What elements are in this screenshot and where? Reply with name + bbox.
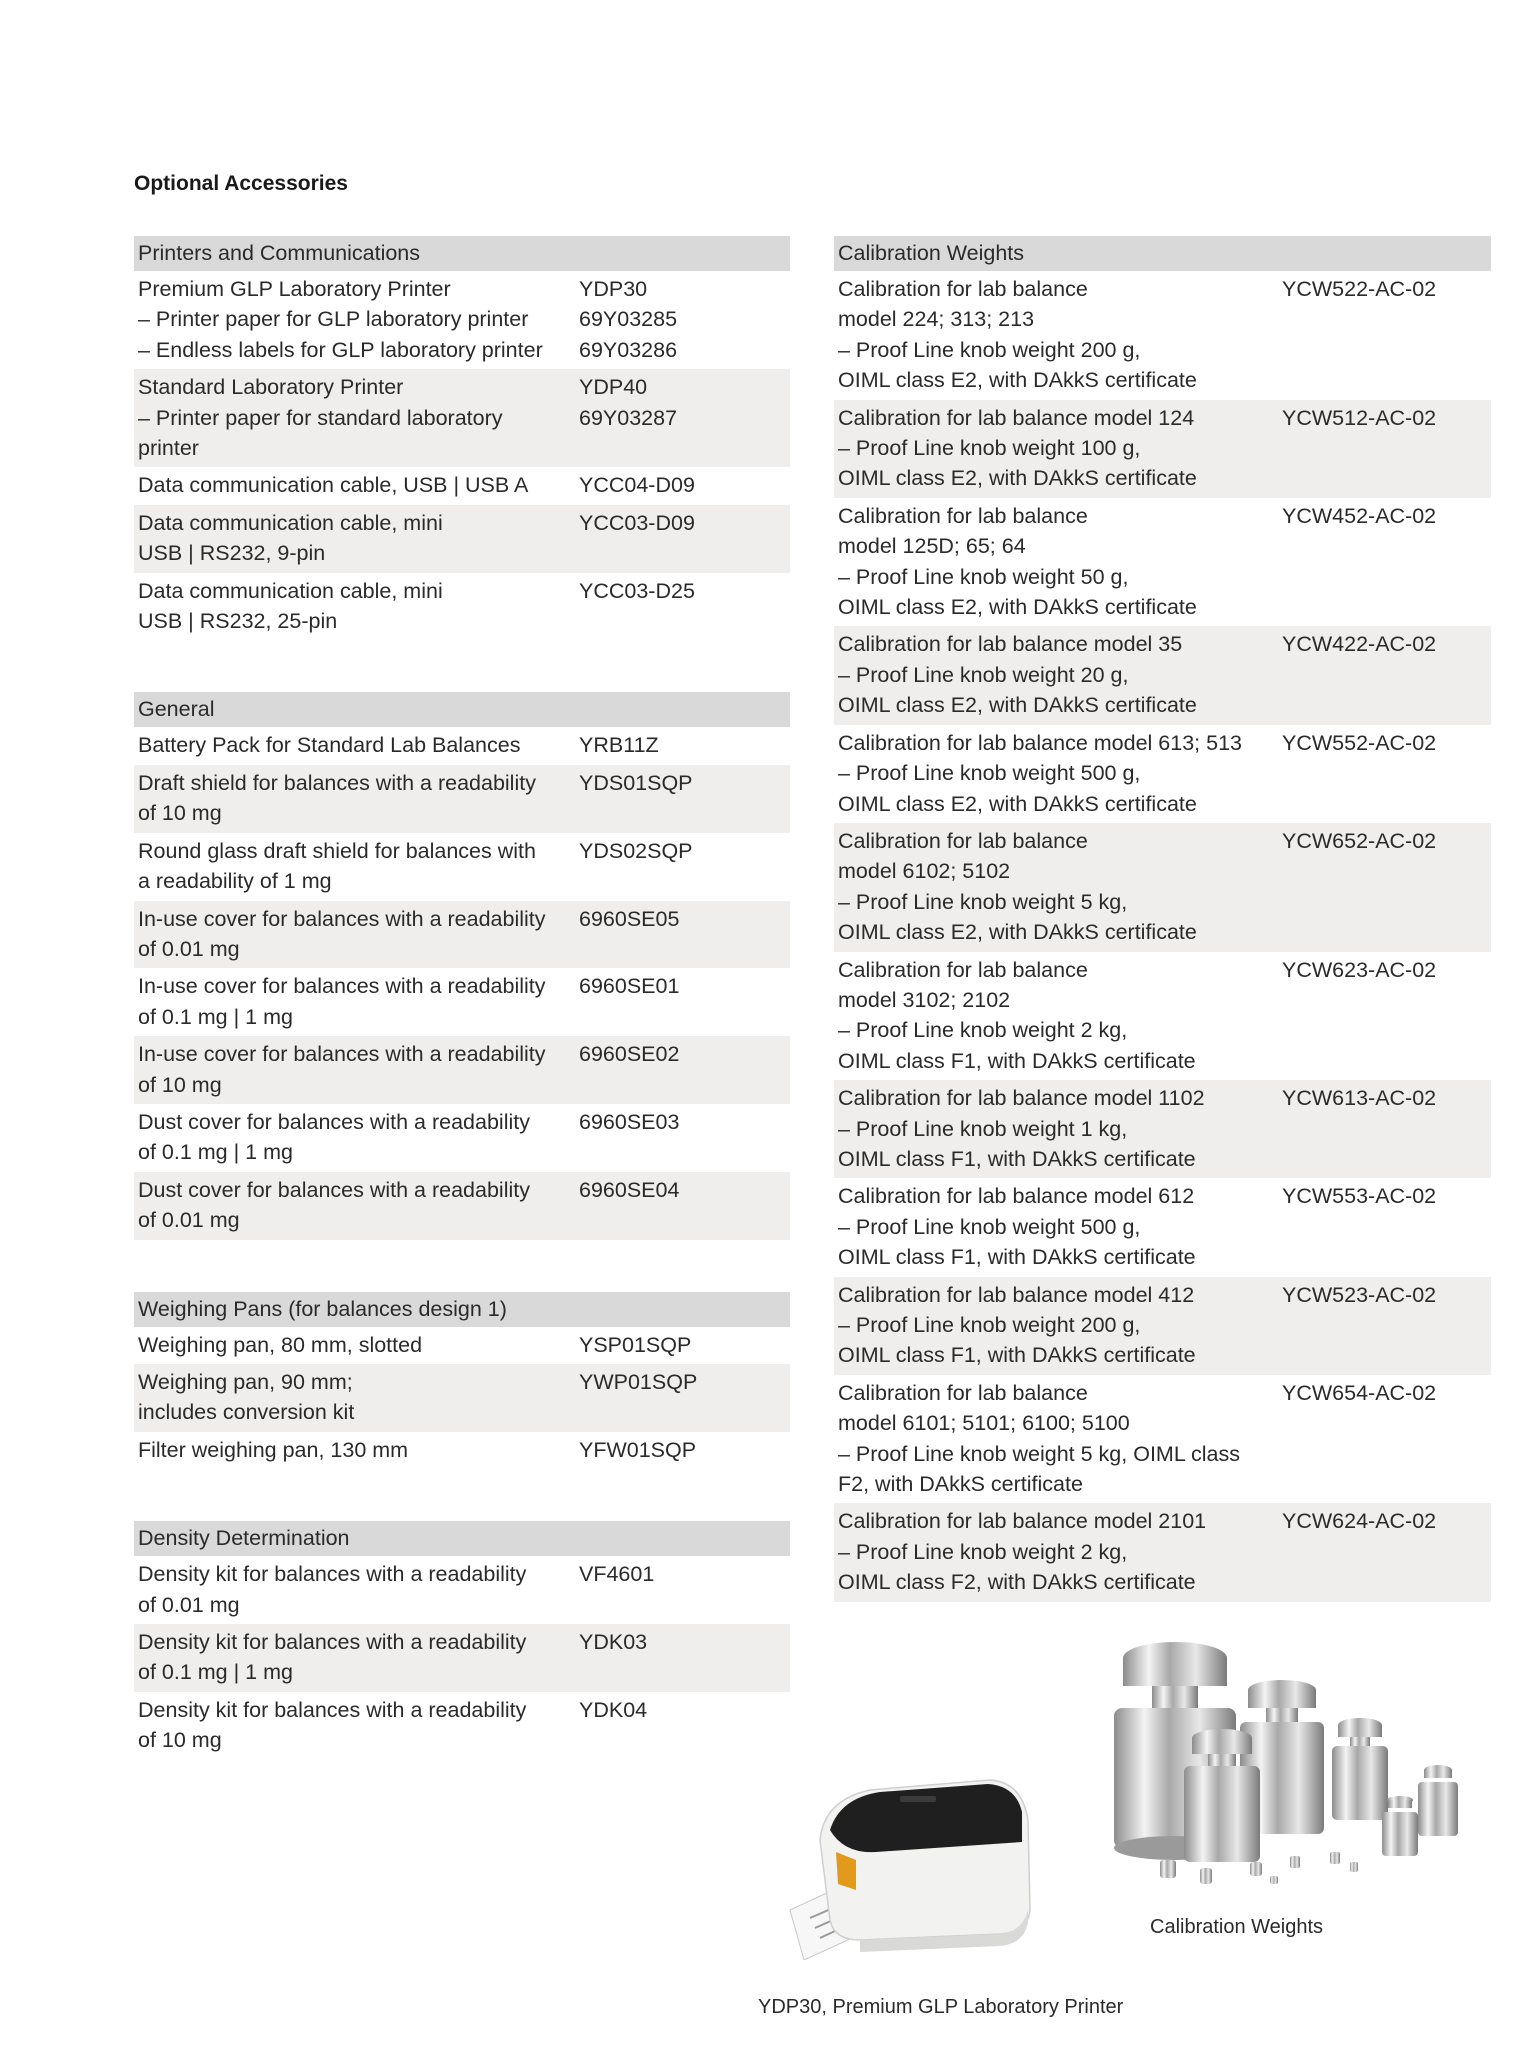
table-row <box>134 505 790 573</box>
description-line: OIML class E2, with DAkkS certificate <box>838 791 1197 816</box>
description-line: a readability of 1 mg <box>138 869 332 894</box>
description-line: Data communication cable, USB | USB A <box>138 473 529 498</box>
section-density-determination <box>134 1521 790 1759</box>
order-number-line <box>1282 887 1491 917</box>
description-line: of 0.1 mg | 1 mg <box>138 1660 293 1685</box>
order-number-line <box>579 1590 790 1620</box>
description-line: of 0.1 mg | 1 mg <box>138 1004 293 1029</box>
table-row <box>134 467 790 504</box>
item-description <box>138 904 579 965</box>
item-order-number <box>579 576 790 637</box>
order-number-line <box>1282 531 1491 561</box>
description-line: OIML class E2, with DAkkS certificate <box>838 466 1197 491</box>
description-line: of 0.01 mg <box>138 1208 240 1233</box>
description-line: – Proof Line knob weight 1 kg, <box>838 1116 1128 1141</box>
order-number-line <box>1282 985 1491 1015</box>
item-order-number <box>579 1107 790 1168</box>
table-row <box>134 573 790 641</box>
item-description <box>838 403 1282 494</box>
section-header: Printers and Communications <box>134 236 790 271</box>
item-description <box>138 1330 579 1360</box>
order-number-line: 69Y03286 <box>579 337 678 362</box>
item-order-number <box>1282 629 1491 720</box>
description-line: OIML class E2, with DAkkS certificate <box>838 693 1197 718</box>
item-description <box>838 629 1282 720</box>
description-line: USB | RS232, 25-pin <box>138 609 338 634</box>
order-number-line <box>1282 789 1491 819</box>
table-row <box>134 1364 790 1432</box>
item-order-number <box>1282 1083 1491 1174</box>
table-row <box>134 901 790 969</box>
item-description <box>138 971 579 1032</box>
order-number-line: YDP40 <box>579 375 648 400</box>
calibration-weights-caption: Calibration Weights <box>1150 1916 1324 1938</box>
item-description <box>138 730 579 760</box>
order-number-line <box>1282 592 1491 622</box>
table-row <box>834 271 1491 400</box>
description-line: OIML class F1, with DAkkS certificate <box>838 1048 1196 1073</box>
order-number-line <box>579 798 790 828</box>
description-line: Data communication cable, mini <box>138 578 443 603</box>
order-number-line <box>579 934 790 964</box>
item-description <box>138 274 579 365</box>
description-line: Calibration for lab balance model 1102 <box>838 1086 1205 1111</box>
item-order-number <box>579 1367 790 1428</box>
table-row <box>834 498 1491 627</box>
item-description <box>138 1367 579 1428</box>
order-number-line: YCW652-AC-02 <box>1282 828 1437 853</box>
order-number-line: YFW01SQP <box>579 1437 697 1462</box>
table-row <box>134 1692 790 1760</box>
item-order-number <box>1282 955 1491 1077</box>
description-line: In-use cover for balances with a readability <box>138 974 546 999</box>
table-row <box>134 1432 790 1469</box>
section-header: Weighing Pans (for balances design 1) <box>134 1292 790 1327</box>
item-order-number <box>579 971 790 1032</box>
description-line: – Proof Line knob weight 50 g, <box>838 564 1129 589</box>
item-description <box>138 372 579 463</box>
item-description <box>138 1435 579 1465</box>
order-number-line <box>1282 758 1491 788</box>
order-number-line: YCW623-AC-02 <box>1282 957 1437 982</box>
order-number-line <box>1282 1144 1491 1174</box>
order-number-line: YCW523-AC-02 <box>1282 1282 1437 1307</box>
description-line: – Printer paper for standard laboratory <box>138 405 503 430</box>
description-line: In-use cover for balances with a readability <box>138 906 546 931</box>
item-order-number <box>579 904 790 965</box>
description-line: – Endless labels for GLP laboratory printer <box>138 337 543 362</box>
description-line: In-use cover for balances with a readability <box>138 1042 546 1067</box>
order-number-line <box>1282 335 1491 365</box>
item-description <box>838 1506 1282 1597</box>
order-number-line: YRB11Z <box>579 733 659 758</box>
item-description <box>838 955 1282 1077</box>
order-number-line: YDS02SQP <box>579 838 693 863</box>
order-number-line <box>1282 1242 1491 1272</box>
description-line: Density kit for balances with a readability <box>138 1562 527 1587</box>
table-row <box>834 1503 1491 1601</box>
description-line: Calibration for lab balance model 124 <box>838 405 1195 430</box>
description-line: Dust cover for balances with a readability <box>138 1177 530 1202</box>
description-line: Battery Pack for Standard Lab Balances <box>138 733 521 758</box>
order-number-line <box>1282 304 1491 334</box>
item-order-number <box>579 1559 790 1620</box>
section-printers-communications <box>134 236 790 640</box>
table-row <box>134 271 790 369</box>
item-description <box>138 576 579 637</box>
table-row <box>134 727 790 764</box>
order-number-line <box>1282 1408 1491 1438</box>
order-number-line <box>1282 856 1491 886</box>
item-order-number <box>579 1330 790 1360</box>
table-row <box>134 369 790 467</box>
order-number-line: 6960SE03 <box>579 1109 680 1134</box>
order-number-line <box>579 1070 790 1100</box>
order-number-line: YDP30 <box>579 277 648 301</box>
order-number-line <box>1282 1340 1491 1370</box>
description-line: Calibration for lab balance model 2101 <box>838 1509 1207 1534</box>
description-line: of 0.01 mg <box>138 936 240 961</box>
weight-small-2 <box>1418 1765 1458 1836</box>
description-line: Calibration for lab balance <box>838 1380 1088 1405</box>
item-order-number <box>579 1039 790 1100</box>
item-description <box>138 470 579 500</box>
order-number-line: YWP01SQP <box>579 1369 698 1394</box>
order-number-line <box>579 1002 790 1032</box>
item-order-number <box>579 372 790 463</box>
description-line: printer <box>138 436 199 461</box>
order-number-line: VF4601 <box>579 1562 655 1587</box>
order-number-line <box>1282 365 1491 395</box>
item-order-number <box>1282 728 1491 819</box>
description-line: F2, with DAkkS certificate <box>838 1472 1083 1497</box>
description-line: OIML class F1, with DAkkS certificate <box>838 1343 1196 1368</box>
order-number-line: YCW512-AC-02 <box>1282 405 1437 430</box>
item-description <box>838 728 1282 819</box>
table-row <box>134 1036 790 1104</box>
table-row <box>134 1104 790 1172</box>
description-line: Round glass draft shield for balances with <box>138 838 536 863</box>
order-number-line: YCC04-D09 <box>579 473 695 498</box>
table-row <box>834 1178 1491 1276</box>
order-number-line <box>579 538 790 568</box>
item-order-number <box>1282 1506 1491 1597</box>
section-general <box>134 692 790 1239</box>
description-line: Density kit for balances with a readability <box>138 1630 527 1654</box>
order-number-line <box>579 1137 790 1167</box>
item-description <box>838 1378 1282 1500</box>
order-number-line: YCW613-AC-02 <box>1282 1086 1437 1111</box>
description-line: of 0.01 mg <box>138 1592 240 1617</box>
order-number-line: 6960SE05 <box>579 906 680 931</box>
order-number-line: YSP01SQP <box>579 1332 692 1357</box>
order-number-line <box>1282 1046 1491 1076</box>
item-description <box>838 1083 1282 1174</box>
order-number-line <box>1282 433 1491 463</box>
order-number-line <box>1282 463 1491 493</box>
order-number-line: 6960SE01 <box>579 974 680 999</box>
section-calibration-weights <box>834 236 1491 1602</box>
right-column <box>834 236 1491 1654</box>
order-number-line: 6960SE02 <box>579 1042 680 1067</box>
table-row <box>834 400 1491 498</box>
item-description <box>138 1107 579 1168</box>
table-row <box>134 833 790 901</box>
description-line: OIML class F1, with DAkkS certificate <box>838 1146 1196 1171</box>
weight-small-1 <box>1332 1718 1388 1820</box>
order-number-line <box>1282 1439 1491 1469</box>
item-order-number <box>1282 1280 1491 1371</box>
description-line: Weighing pan, 90 mm; <box>138 1369 353 1394</box>
order-number-line <box>579 1205 790 1235</box>
order-number-line <box>1282 562 1491 592</box>
section-header: General <box>134 692 790 727</box>
order-number-line: YDK04 <box>579 1697 648 1722</box>
description-line: Calibration for lab balance <box>838 828 1088 853</box>
table-row <box>834 1375 1491 1504</box>
item-order-number <box>1282 1181 1491 1272</box>
table-row <box>834 626 1491 724</box>
weight-front <box>1184 1729 1260 1862</box>
section-weighing-pans <box>134 1292 790 1470</box>
item-description <box>138 1695 579 1756</box>
order-number-line <box>579 866 790 896</box>
section-header: Calibration Weights <box>834 236 1491 271</box>
description-line: OIML class E2, with DAkkS certificate <box>838 595 1197 620</box>
order-number-line: 6960SE04 <box>579 1177 680 1202</box>
item-order-number <box>579 768 790 829</box>
order-number-line <box>1282 1212 1491 1242</box>
order-number-line <box>579 433 790 463</box>
description-line: Calibration for lab balance model 35 <box>838 632 1183 657</box>
order-number-line <box>1282 1537 1491 1567</box>
section-header: Density Determination <box>134 1521 790 1556</box>
description-line: Calibration for lab balance model 612 <box>838 1184 1195 1209</box>
table-row <box>834 725 1491 823</box>
item-description <box>838 1280 1282 1371</box>
description-line: Calibration for lab balance <box>838 503 1088 528</box>
order-number-line <box>1282 1567 1491 1597</box>
item-description <box>838 1181 1282 1272</box>
description-line: of 0.1 mg | 1 mg <box>138 1140 293 1165</box>
item-order-number <box>579 730 790 760</box>
order-number-line <box>1282 1469 1491 1499</box>
description-line: – Proof Line knob weight 200 g, <box>838 337 1141 362</box>
description-line: Weighing pan, 80 mm, slotted <box>138 1332 423 1357</box>
order-number-line: YCW654-AC-02 <box>1282 1380 1437 1405</box>
order-number-line <box>579 1397 790 1427</box>
description-line: USB | RS232, 9-pin <box>138 541 326 566</box>
description-line: Standard Laboratory Printer <box>138 375 404 400</box>
description-line: – Proof Line knob weight 200 g, <box>838 1313 1141 1337</box>
description-line: – Printer paper for GLP laboratory printer <box>138 307 529 332</box>
order-number-line <box>1282 917 1491 947</box>
description-line: model 224; 313; 213 <box>838 307 1035 332</box>
item-order-number <box>579 1175 790 1236</box>
description-line: – Proof Line knob weight 500 g, <box>838 1214 1141 1239</box>
description-line: OIML class E2, with DAkkS certificate <box>838 920 1197 945</box>
order-number-line <box>579 1725 790 1755</box>
item-order-number <box>579 470 790 500</box>
order-number-line: YCW522-AC-02 <box>1282 277 1437 301</box>
order-number-line <box>1282 660 1491 690</box>
description-line: model 6102; 5102 <box>838 859 1011 884</box>
order-number-line: YCW552-AC-02 <box>1282 730 1437 755</box>
table-row <box>134 1327 790 1364</box>
table-row <box>134 1172 790 1240</box>
description-line: Data communication cable, mini <box>138 510 443 535</box>
order-number-line <box>1282 690 1491 720</box>
description-line: Calibration for lab balance model 412 <box>838 1282 1195 1307</box>
left-column <box>134 236 790 1812</box>
item-order-number <box>1282 403 1491 494</box>
table-row <box>134 1556 790 1624</box>
table-row <box>834 823 1491 952</box>
item-description <box>138 836 579 897</box>
order-number-line <box>579 606 790 636</box>
table-row <box>134 968 790 1036</box>
order-number-line: YCC03-D09 <box>579 510 695 535</box>
description-line: OIML class E2, with DAkkS certificate <box>838 368 1197 393</box>
item-order-number <box>579 836 790 897</box>
item-order-number <box>579 1695 790 1756</box>
description-line: model 125D; 65; 64 <box>838 534 1026 559</box>
order-number-line <box>1282 1310 1491 1340</box>
description-line: Density kit for balances with a readability <box>138 1697 527 1722</box>
table-row <box>134 765 790 833</box>
description-line: of 10 mg <box>138 801 222 826</box>
item-description <box>138 1039 579 1100</box>
order-number-line: YCW452-AC-02 <box>1282 503 1437 528</box>
order-number-line: YCW624-AC-02 <box>1282 1509 1437 1534</box>
order-number-line <box>1282 1114 1491 1144</box>
description-line: Dust cover for balances with a readability <box>138 1109 530 1134</box>
description-line: Calibration for lab balance <box>838 957 1088 982</box>
description-line: of 10 mg <box>138 1728 222 1753</box>
table-row <box>834 1080 1491 1178</box>
description-line: Calibration for lab balance model 613; 513 <box>838 730 1242 755</box>
table-row <box>134 1624 790 1692</box>
order-number-line: YCW422-AC-02 <box>1282 632 1437 657</box>
item-description <box>138 1175 579 1236</box>
description-line: – Proof Line knob weight 5 kg, <box>838 889 1128 914</box>
item-order-number <box>579 508 790 569</box>
description-line: OIML class F2, with DAkkS certificate <box>838 1570 1196 1595</box>
item-description <box>838 501 1282 623</box>
item-order-number <box>1282 1378 1491 1500</box>
description-line: – Proof Line knob weight 500 g, <box>838 761 1141 786</box>
item-description <box>138 508 579 569</box>
item-description <box>138 768 579 829</box>
description-line: – Proof Line knob weight 20 g, <box>838 662 1129 687</box>
order-number-line: 69Y03287 <box>579 405 678 430</box>
item-description <box>838 274 1282 396</box>
item-description <box>138 1559 579 1620</box>
description-line: model 3102; 2102 <box>838 987 1011 1012</box>
calibration-weights-image <box>1100 1630 1480 1920</box>
description-line: Filter weighing pan, 130 mm <box>138 1437 409 1462</box>
description-line: Draft shield for balances with a readability <box>138 770 536 795</box>
item-order-number <box>1282 826 1491 948</box>
table-row <box>834 1277 1491 1375</box>
description-line: OIML class F1, with DAkkS certificate <box>838 1245 1196 1270</box>
order-number-line: 69Y03285 <box>579 307 678 332</box>
item-order-number <box>1282 501 1491 623</box>
item-description <box>838 826 1282 948</box>
description-line: – Proof Line knob weight 2 kg, <box>838 1539 1128 1564</box>
description-line: – Proof Line knob weight 2 kg, <box>838 1018 1128 1043</box>
description-line: – Proof Line knob weight 100 g, <box>838 436 1141 461</box>
printer-caption: YDP30, Premium GLP Laboratory Printer <box>758 1996 1124 2018</box>
table-row <box>834 952 1491 1081</box>
order-number-line <box>1282 1015 1491 1045</box>
order-number-line <box>579 1657 790 1687</box>
description-line: model 6101; 5101; 6100; 5100 <box>838 1411 1130 1436</box>
item-order-number <box>579 1627 790 1688</box>
description-line: of 10 mg <box>138 1072 222 1097</box>
page-title: Optional Accessories <box>134 172 348 195</box>
order-number-line: YDK03 <box>579 1630 648 1654</box>
description-line: Premium GLP Laboratory Printer <box>138 277 451 301</box>
description-line: includes conversion kit <box>138 1400 355 1425</box>
item-order-number <box>1282 274 1491 396</box>
item-order-number <box>579 274 790 365</box>
order-number-line: YCC03-D25 <box>579 578 695 603</box>
order-number-line: YCW553-AC-02 <box>1282 1184 1437 1209</box>
printer-image <box>760 1760 1040 1960</box>
order-number-line: YDS01SQP <box>579 770 693 795</box>
description-line: – Proof Line knob weight 5 kg, OIML class <box>838 1441 1240 1466</box>
item-description <box>138 1627 579 1688</box>
item-order-number <box>579 1435 790 1465</box>
description-line: Calibration for lab balance <box>838 277 1088 301</box>
